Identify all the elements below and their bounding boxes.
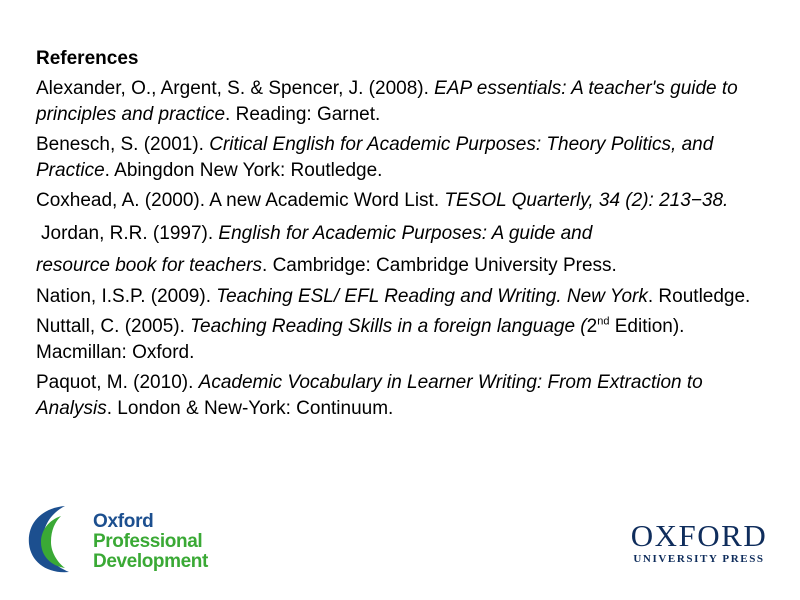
reference-publisher: . Routledge. — [647, 286, 751, 307]
reference-authors: Nuttall, C. (2005). — [36, 316, 191, 337]
reference-publisher: . Cambridge: Cambridge University Press. — [262, 255, 617, 276]
reference-publisher: . Abingdon New York: Routledge. — [104, 160, 383, 181]
reference-publisher: . Reading: Garnet. — [225, 104, 381, 125]
reference-item — [36, 218, 756, 282]
reference-publisher: Edition). Macmillan: Oxford. — [36, 316, 685, 363]
reference-edition-suffix: nd — [597, 315, 610, 328]
reference-authors: Nation, I.S.P. (2009). — [36, 286, 217, 307]
logo-oxford-text: Oxford — [93, 511, 154, 532]
oxford-professional-development-logo — [25, 502, 225, 576]
reference-title-line2: resource book for teachers — [36, 255, 263, 276]
reference-title: Critical English for Academic Purposes: Theory Politics, and Practice — [36, 134, 714, 181]
reference-authors: Paquot, M. (2010). — [36, 372, 199, 393]
reference-edition-number: 2 — [586, 316, 598, 337]
references-heading: References — [36, 48, 139, 69]
reference-authors: Alexander, O., Argent, S. & Spencer, J. (2008). — [36, 78, 435, 99]
reference-title: EAP essentials: A teacher's guide to principles and practice — [36, 78, 738, 125]
reference-authors: Benesch, S. (2001). — [36, 134, 210, 155]
references-section — [36, 46, 756, 426]
oup-oxford-text: OXFORD — [630, 518, 768, 553]
reference-item — [36, 188, 756, 214]
reference-publisher: . London & New-York: Continuum. — [106, 398, 394, 419]
reference-authors: Coxhead, A. (2000). A new Academic Word List. — [36, 190, 445, 211]
oxford-university-press-logo — [626, 520, 772, 566]
reference-title: Academic Vocabulary in Learner Writing: From Extraction to Analysis — [36, 372, 703, 419]
reference-title: Teaching Reading Skills in a foreign language ( — [190, 316, 587, 337]
reference-item — [36, 314, 756, 366]
reference-item — [36, 370, 756, 422]
logo-professional-text: Professional — [93, 531, 203, 552]
reference-item — [36, 76, 756, 128]
reference-title: Teaching ESL/ EFL Reading and Writing. New York — [216, 286, 648, 307]
oup-university-press-text: UNIVERSITY PRESS — [633, 553, 765, 565]
reference-item — [36, 132, 756, 184]
reference-authors: Jordan, R.R. (1997). — [41, 223, 219, 244]
oxford-swoosh-icon — [25, 502, 95, 576]
logo-development-text: Development — [93, 551, 208, 572]
reference-title: TESOL Quarterly, 34 (2): 213−38. — [444, 190, 729, 211]
reference-item — [36, 284, 756, 310]
reference-title-line1: English for Academic Purposes: A guide and — [218, 223, 593, 244]
